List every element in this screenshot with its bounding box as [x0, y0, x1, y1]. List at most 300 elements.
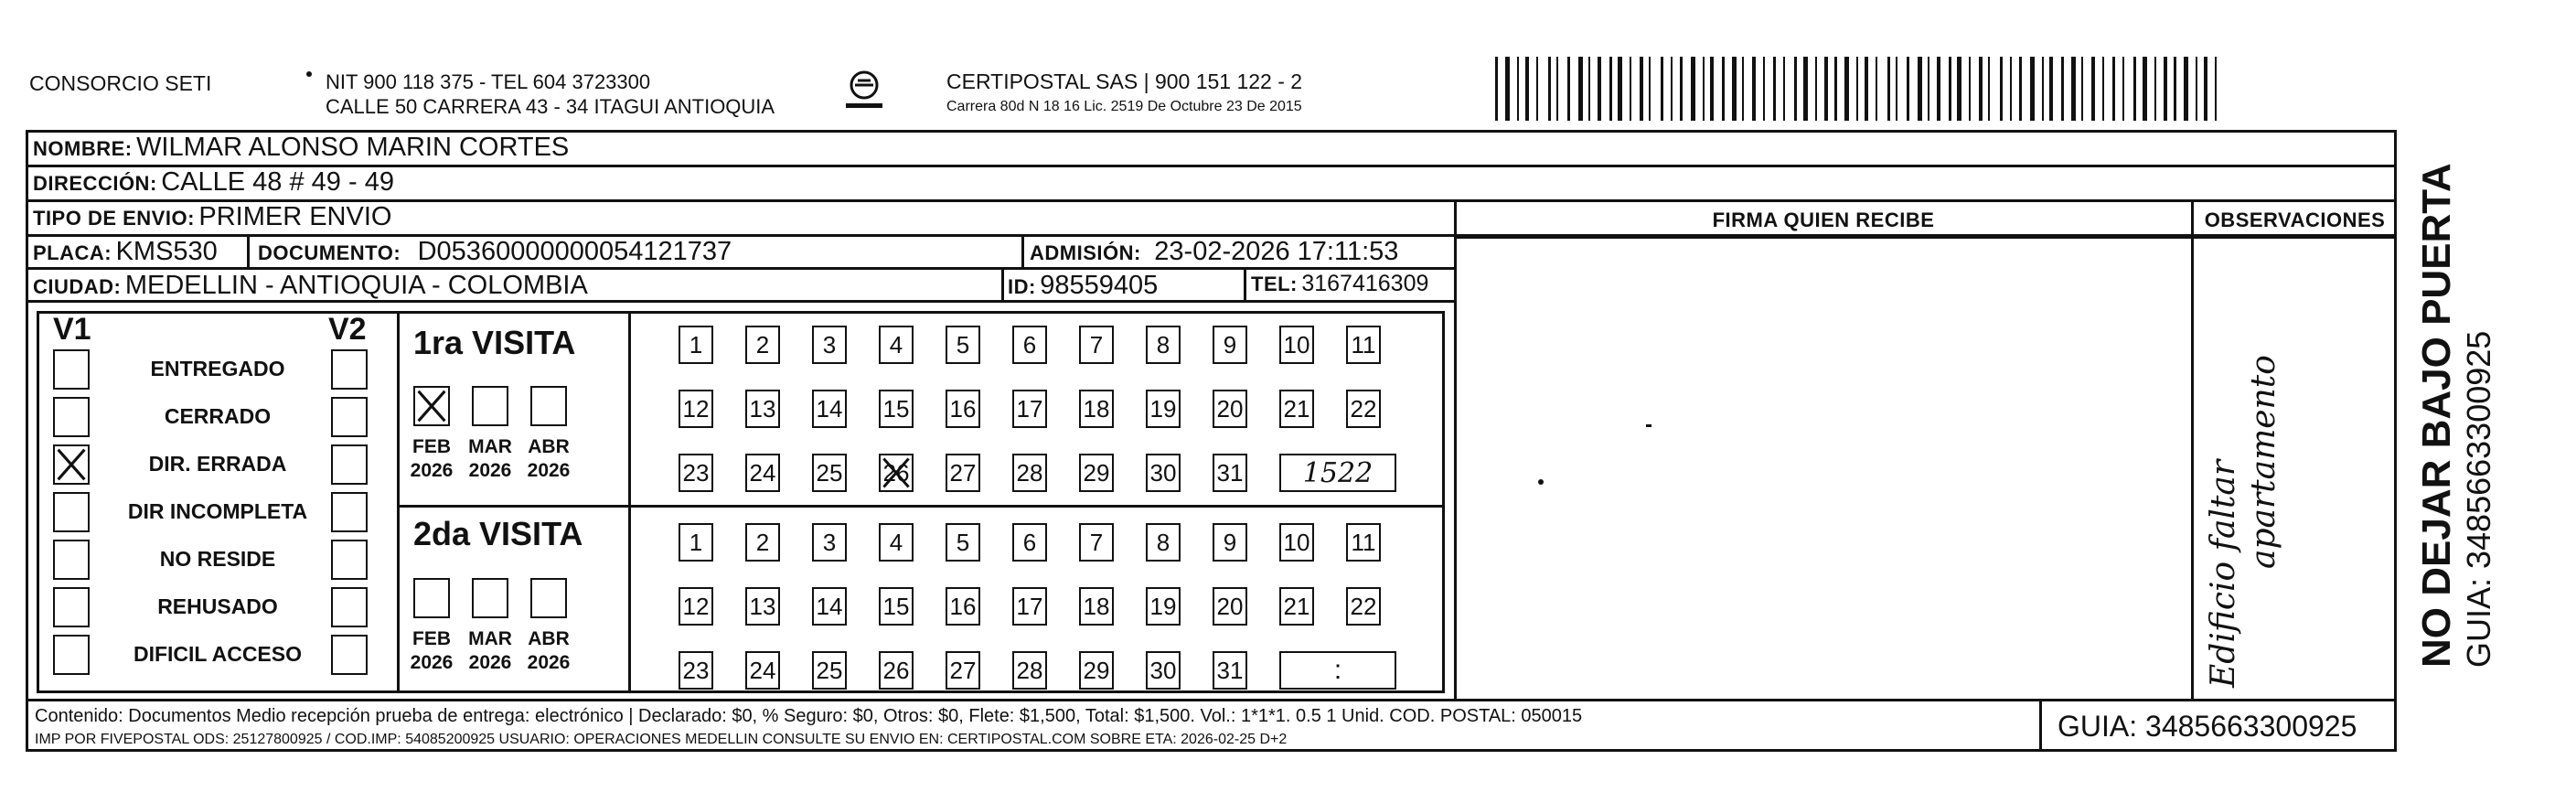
direccion-label: DIRECCIÓN: — [33, 172, 157, 195]
time-box[interactable] — [1279, 454, 1396, 492]
observaciones-header: OBSERVACIONES — [2204, 209, 2386, 231]
month-label — [521, 435, 576, 483]
tel-label: TEL: — [1251, 273, 1298, 295]
month-label — [463, 435, 518, 483]
day-box[interactable] — [1079, 390, 1114, 428]
day-box[interactable] — [1146, 390, 1181, 428]
barcode-bar — [2215, 57, 2217, 121]
day-number: 1 — [689, 330, 703, 359]
day-number: 5 — [956, 330, 970, 359]
time-value: 1522 — [1302, 456, 1374, 489]
firma-header: FIRMA QUIEN RECIBE — [1712, 209, 1935, 231]
barcode-bar — [1556, 57, 1558, 121]
day-box[interactable] — [946, 523, 980, 562]
barcode-bar — [1732, 57, 1737, 121]
barcode-bar — [1937, 57, 1940, 121]
barcode-bar — [1907, 57, 1909, 121]
rule — [628, 311, 631, 693]
barcode-bar — [2204, 57, 2207, 121]
month-label — [463, 627, 518, 675]
barcode-bar — [1856, 57, 1858, 121]
day-number: 20 — [1216, 394, 1244, 423]
barcode-bar — [1722, 57, 1725, 121]
barcode-bar — [2061, 57, 2064, 121]
barcode-bar — [1896, 57, 1897, 121]
barcode-bar — [1671, 57, 1673, 121]
v1-checkbox[interactable] — [53, 635, 90, 675]
tipo-row — [33, 202, 391, 232]
barcode-bar — [1834, 57, 1837, 121]
day-box[interactable] — [812, 651, 847, 690]
v1-label: V1 — [53, 312, 91, 347]
day-number: 14 — [816, 592, 843, 620]
month-checkbox[interactable] — [530, 386, 567, 426]
v2-checkbox[interactable] — [331, 444, 368, 485]
barcode-bar — [2030, 57, 2035, 121]
day-box[interactable] — [1213, 390, 1247, 428]
day-number: 24 — [749, 656, 776, 684]
month-year: 2026 — [410, 460, 454, 481]
day-number: 16 — [949, 592, 977, 620]
barcode-bar — [1844, 57, 1849, 121]
v1-checkbox[interactable] — [53, 349, 90, 390]
barcode-bar — [1680, 57, 1683, 121]
month-checkbox[interactable] — [472, 578, 508, 618]
id-value: 98559405 — [1040, 271, 1159, 300]
rule — [1454, 201, 1457, 701]
company-name: CONSORCIO SETI — [29, 71, 212, 95]
footer-contenido: Contenido: Documentos Medio recepción prueba de entrega: electrónico | Declarado: $0, % Seguro: $0, Otros: $0, Flete: $1,500, Total: $1,500. Vol.: 1*1*1. 0.5 1 Unid. COD. POSTAL: 050015 — [35, 706, 1583, 726]
day-box[interactable] — [679, 390, 713, 428]
ciudad-value: MEDELLIN - ANTIOQUIA - COLOMBIA — [124, 271, 588, 300]
day-number: 26 — [882, 656, 910, 684]
month-name: MAR — [468, 628, 512, 649]
day-number: 9 — [1223, 528, 1237, 556]
day-box[interactable] — [1012, 523, 1047, 562]
day-number: 31 — [1216, 656, 1244, 684]
barcode-bar — [2184, 57, 2188, 121]
day-number: 25 — [816, 458, 843, 487]
day-number: 30 — [1149, 458, 1177, 487]
month-name: ABR — [528, 628, 570, 649]
day-number: 22 — [1350, 394, 1377, 423]
day-number: 13 — [749, 394, 776, 423]
barcode-bar — [1969, 57, 1971, 121]
day-box[interactable] — [1346, 326, 1381, 364]
day-box[interactable] — [946, 454, 980, 492]
day-box[interactable] — [1346, 523, 1381, 562]
day-number: 12 — [682, 592, 710, 620]
month-label — [404, 435, 459, 483]
documento-cell — [258, 237, 732, 267]
ciudad-label: CIUDAD: — [33, 275, 122, 298]
carrier-license: Carrera 80d N 18 16 Lic. 2519 De Octubre 23 De 2015 — [946, 99, 1302, 114]
month-name: ABR — [528, 436, 570, 457]
barcode-bar — [1618, 57, 1622, 121]
day-box[interactable] — [745, 454, 780, 492]
barcode-bar — [2081, 57, 2083, 121]
day-mark — [881, 455, 912, 490]
day-number: 2 — [755, 528, 770, 556]
documento-value: D05360000000054121737 — [417, 237, 732, 266]
barcode-bar — [2154, 57, 2156, 121]
barcode-bar — [1630, 57, 1631, 121]
visit2-title: 2da VISITA — [413, 515, 583, 552]
day-box[interactable] — [679, 326, 713, 364]
day-number: 23 — [682, 458, 710, 487]
day-box[interactable] — [1213, 326, 1247, 364]
barcode-bar — [1703, 57, 1705, 121]
day-number: 8 — [1156, 330, 1170, 359]
status-label: DIR INCOMPLETA — [127, 499, 308, 523]
day-box[interactable] — [1146, 587, 1181, 626]
rule — [397, 505, 1445, 508]
day-number: 10 — [1283, 528, 1310, 556]
day-box[interactable] — [1213, 651, 1247, 690]
carrier-logo-icon — [841, 69, 887, 114]
day-number: 24 — [749, 458, 776, 487]
day-box[interactable] — [812, 454, 847, 492]
day-number: 4 — [889, 330, 903, 359]
time-value: : — [1333, 655, 1342, 685]
day-number: 8 — [1156, 528, 1170, 556]
day-box[interactable] — [1279, 390, 1314, 428]
day-box[interactable] — [1012, 651, 1047, 690]
barcode-bar — [1815, 57, 1817, 121]
signature-dot — [1538, 479, 1544, 485]
bullet-dot — [306, 71, 312, 77]
tipo-value: PRIMER ENVIO — [198, 202, 392, 231]
barcode-bar — [1763, 57, 1765, 121]
barcode-bar — [1794, 57, 1797, 121]
barcode-bar — [1988, 57, 1990, 121]
month-checkbox[interactable] — [472, 386, 508, 426]
barcode-bar — [2174, 57, 2176, 121]
day-number: 19 — [1149, 592, 1177, 620]
day-number: 1 — [689, 528, 703, 556]
barcode-bar — [2000, 57, 2003, 121]
tel-value: 3167416309 — [1301, 271, 1429, 296]
barcode-bar — [1979, 57, 1983, 121]
rule — [1001, 269, 1004, 302]
day-box[interactable] — [745, 651, 780, 690]
day-number: 15 — [882, 592, 910, 620]
v2-checkbox[interactable] — [331, 349, 368, 390]
rule — [1456, 236, 2193, 239]
address-line: CALLE 50 CARRERA 43 - 34 ITAGUI ANTIOQUIA — [326, 95, 775, 118]
barcode-bar — [1517, 57, 1519, 121]
day-number: 9 — [1223, 330, 1237, 359]
month-name: MAR — [468, 436, 512, 457]
day-number: 13 — [749, 592, 776, 620]
barcode-bar — [1495, 57, 1498, 121]
day-number: 26 — [882, 458, 910, 487]
day-box[interactable] — [1012, 326, 1047, 364]
barcode-bar — [2164, 57, 2167, 121]
month-year: 2026 — [410, 652, 454, 673]
day-box[interactable] — [879, 326, 914, 364]
v2-checkbox[interactable] — [331, 492, 368, 532]
status-label: REHUSADO — [157, 594, 278, 618]
day-number: 3 — [822, 528, 837, 556]
barcode-bar — [1567, 57, 1570, 121]
barcode-bar — [2071, 57, 2076, 121]
day-box[interactable] — [1012, 454, 1047, 492]
nombre-label: NOMBRE: — [33, 137, 133, 160]
v2-checkbox[interactable] — [331, 635, 368, 675]
day-box[interactable] — [1146, 454, 1181, 492]
rule — [2039, 701, 2042, 752]
day-box[interactable] — [745, 390, 780, 428]
barcode-bar — [1803, 57, 1808, 121]
day-box[interactable] — [812, 326, 847, 364]
day-box[interactable] — [946, 651, 980, 690]
day-box[interactable] — [879, 651, 914, 690]
day-number: 10 — [1283, 330, 1310, 359]
day-number: 28 — [1016, 458, 1043, 487]
day-box[interactable] — [946, 587, 980, 626]
day-box[interactable] — [946, 326, 980, 364]
barcode-bar — [1824, 57, 1828, 121]
time-box[interactable] — [1279, 651, 1396, 690]
barcode-bar — [2102, 57, 2104, 121]
day-number: 2 — [755, 330, 770, 359]
day-number: 27 — [949, 656, 977, 684]
side-notice — [2414, 163, 2498, 668]
barcode — [1495, 57, 2227, 121]
status-label: CERRADO — [164, 404, 272, 428]
month-year: 2026 — [468, 460, 512, 481]
barcode-bar — [1649, 57, 1651, 121]
barcode-bar — [2049, 57, 2053, 121]
day-box[interactable] — [679, 587, 713, 626]
status-label: DIFICIL ACCESO — [133, 642, 302, 666]
rule — [26, 267, 1457, 270]
day-number: 29 — [1083, 458, 1110, 487]
month-checkbox[interactable] — [413, 578, 450, 618]
month-checkbox[interactable] — [413, 386, 450, 426]
day-box[interactable] — [812, 390, 847, 428]
nombre-row — [33, 133, 569, 163]
id-label: ID: — [1008, 275, 1036, 298]
day-number: 4 — [889, 528, 903, 556]
day-box[interactable] — [745, 326, 780, 364]
admision-label: ADMISIÓN: — [1030, 241, 1141, 264]
v2-checkbox[interactable] — [331, 397, 368, 437]
month-name: FEB — [412, 628, 451, 649]
visit1-title: 1ra VISITA — [413, 324, 576, 361]
day-box[interactable] — [1079, 523, 1114, 562]
barcode-bar — [2019, 57, 2022, 121]
day-number: 23 — [682, 656, 710, 684]
day-number: 21 — [1283, 592, 1310, 620]
day-box[interactable] — [1012, 390, 1047, 428]
admision-value: 23-02-2026 17:11:53 — [1154, 237, 1399, 266]
barcode-bar — [1578, 57, 1583, 121]
day-number: 27 — [949, 458, 977, 487]
day-number: 15 — [882, 394, 910, 423]
day-box[interactable] — [879, 523, 914, 562]
status-label: ENTREGADO — [150, 357, 285, 380]
barcode-bar — [1536, 57, 1538, 121]
day-number: 14 — [816, 394, 843, 423]
day-box[interactable] — [1279, 523, 1314, 562]
day-number: 7 — [1089, 528, 1104, 556]
barcode-bar — [1742, 57, 1744, 121]
month-year: 2026 — [468, 652, 512, 673]
day-number: 5 — [956, 528, 970, 556]
day-box[interactable] — [1146, 326, 1181, 364]
day-number: 30 — [1149, 656, 1177, 684]
direccion-row — [33, 167, 394, 198]
day-number: 17 — [1016, 394, 1043, 423]
barcode-bar — [1949, 57, 1951, 121]
day-number: 18 — [1083, 394, 1110, 423]
day-number: 16 — [949, 394, 977, 423]
rule — [1244, 269, 1246, 302]
day-box[interactable] — [812, 523, 847, 562]
footer-guia: GUIA: 3485663300925 — [2058, 710, 2357, 743]
placa-label: PLACA: — [33, 241, 112, 264]
day-box[interactable] — [1279, 326, 1314, 364]
day-number: 17 — [1016, 592, 1043, 620]
barcode-bar — [2133, 57, 2136, 121]
barcode-bar — [1773, 57, 1776, 121]
barcode-bar — [2091, 57, 2095, 121]
rule — [247, 236, 250, 269]
observaciones-note — [2204, 230, 2284, 688]
day-box[interactable] — [1079, 454, 1114, 492]
nit-line: NIT 900 118 375 - TEL 604 3723300 — [326, 70, 651, 93]
barcode-bar — [1783, 57, 1785, 121]
barcode-bar — [1887, 57, 1890, 121]
rule — [397, 311, 400, 693]
day-number: 3 — [822, 330, 837, 359]
barcode-bar — [2143, 57, 2147, 121]
ciudad-cell — [33, 271, 588, 301]
barcode-bar — [2196, 57, 2197, 121]
barcode-bar — [1691, 57, 1695, 121]
documento-label: DOCUMENTO: — [258, 241, 401, 264]
day-number: 22 — [1350, 592, 1377, 620]
side-guia: GUIA: 3485663300925 — [2460, 330, 2497, 668]
day-box[interactable] — [679, 651, 713, 690]
v1-checkbox[interactable] — [53, 444, 90, 485]
rule — [2191, 201, 2194, 701]
day-box[interactable] — [745, 587, 780, 626]
day-box[interactable] — [1279, 587, 1314, 626]
day-box[interactable] — [1146, 523, 1181, 562]
direccion-value: CALLE 48 # 49 - 49 — [161, 167, 394, 197]
no-dejar-notice: NO DEJAR BAJO PUERTA — [2414, 163, 2459, 668]
day-number: 7 — [1089, 330, 1104, 359]
day-box[interactable] — [1079, 587, 1114, 626]
day-box[interactable] — [679, 523, 713, 562]
placa-value: KMS530 — [115, 237, 218, 266]
barcode-bar — [1865, 57, 1868, 121]
day-box[interactable] — [1012, 587, 1047, 626]
v2-checkbox[interactable] — [331, 587, 368, 627]
day-number: 18 — [1083, 592, 1110, 620]
day-number: 11 — [1351, 330, 1376, 359]
day-box[interactable] — [1213, 587, 1247, 626]
note-line-1: Edificio faltar — [2205, 459, 2242, 688]
barcode-bar — [1876, 57, 1877, 121]
day-number: 12 — [682, 394, 710, 423]
day-box[interactable] — [946, 390, 980, 428]
day-number: 28 — [1016, 656, 1043, 684]
tel-cell — [1251, 271, 1428, 297]
barcode-bar — [1640, 57, 1643, 121]
month-name: FEB — [412, 436, 451, 457]
footer-imp: IMP POR FIVEPOSTAL ODS: 25127800925 / COD.IMP: 54085200925 USUARIO: OPERACIONES MEDELLIN CONSULTE SU ENVIO EN: CERTIPOSTAL.COM SOBRE ETA: 2026-02-25 D+2 — [35, 732, 1288, 747]
month-label — [404, 627, 459, 675]
barcode-bar — [2122, 57, 2124, 121]
v1-checkbox[interactable] — [53, 587, 90, 627]
status-label: NO RESIDE — [159, 547, 276, 571]
barcode-bar — [1710, 57, 1714, 121]
day-number: 29 — [1083, 656, 1110, 684]
day-box[interactable] — [1346, 390, 1381, 428]
day-number: 21 — [1283, 394, 1310, 423]
barcode-bar — [2112, 57, 2115, 121]
day-number: 11 — [1351, 528, 1376, 556]
v1-checkbox[interactable] — [53, 540, 90, 580]
barcode-bar — [1752, 57, 1756, 121]
barcode-bar — [1957, 57, 1961, 121]
day-box[interactable] — [1213, 454, 1247, 492]
v1-checkbox[interactable] — [53, 492, 90, 532]
day-box[interactable] — [1146, 651, 1181, 690]
day-box[interactable] — [1213, 523, 1247, 562]
day-number: 6 — [1022, 528, 1037, 556]
barcode-bar — [1548, 57, 1551, 121]
day-box[interactable] — [1346, 587, 1381, 626]
day-box[interactable] — [1079, 651, 1114, 690]
v1-checkbox[interactable] — [53, 397, 90, 437]
day-box[interactable] — [1079, 326, 1114, 364]
barcode-bar — [1598, 57, 1601, 121]
v2-checkbox[interactable] — [331, 540, 368, 580]
barcode-bar — [2042, 57, 2044, 121]
day-box[interactable] — [812, 587, 847, 626]
placa-cell — [33, 237, 218, 267]
month-year: 2026 — [527, 460, 571, 481]
day-box[interactable] — [879, 587, 914, 626]
day-box[interactable] — [679, 454, 713, 492]
barcode-bar — [1609, 57, 1612, 121]
month-year: 2026 — [527, 652, 571, 673]
id-cell — [1008, 271, 1158, 301]
day-number: 19 — [1149, 394, 1177, 423]
day-number: 6 — [1022, 330, 1037, 359]
month-label — [521, 627, 576, 675]
tipo-label: TIPO DE ENVIO: — [33, 207, 195, 230]
barcode-bar — [1588, 57, 1590, 121]
rule — [1021, 236, 1024, 269]
signature-dot — [1646, 424, 1651, 427]
note-line-2: apartamento — [2245, 355, 2282, 569]
day-box[interactable] — [745, 523, 780, 562]
barcode-bar — [1918, 57, 1922, 121]
month-checkbox[interactable] — [530, 578, 567, 618]
barcode-bar — [1525, 57, 1529, 121]
day-number: 31 — [1216, 458, 1244, 487]
nombre-value: WILMAR ALONSO MARIN CORTES — [136, 133, 570, 162]
day-box[interactable] — [879, 454, 914, 492]
status-label: DIR. ERRADA — [148, 452, 287, 476]
day-box[interactable] — [879, 390, 914, 428]
